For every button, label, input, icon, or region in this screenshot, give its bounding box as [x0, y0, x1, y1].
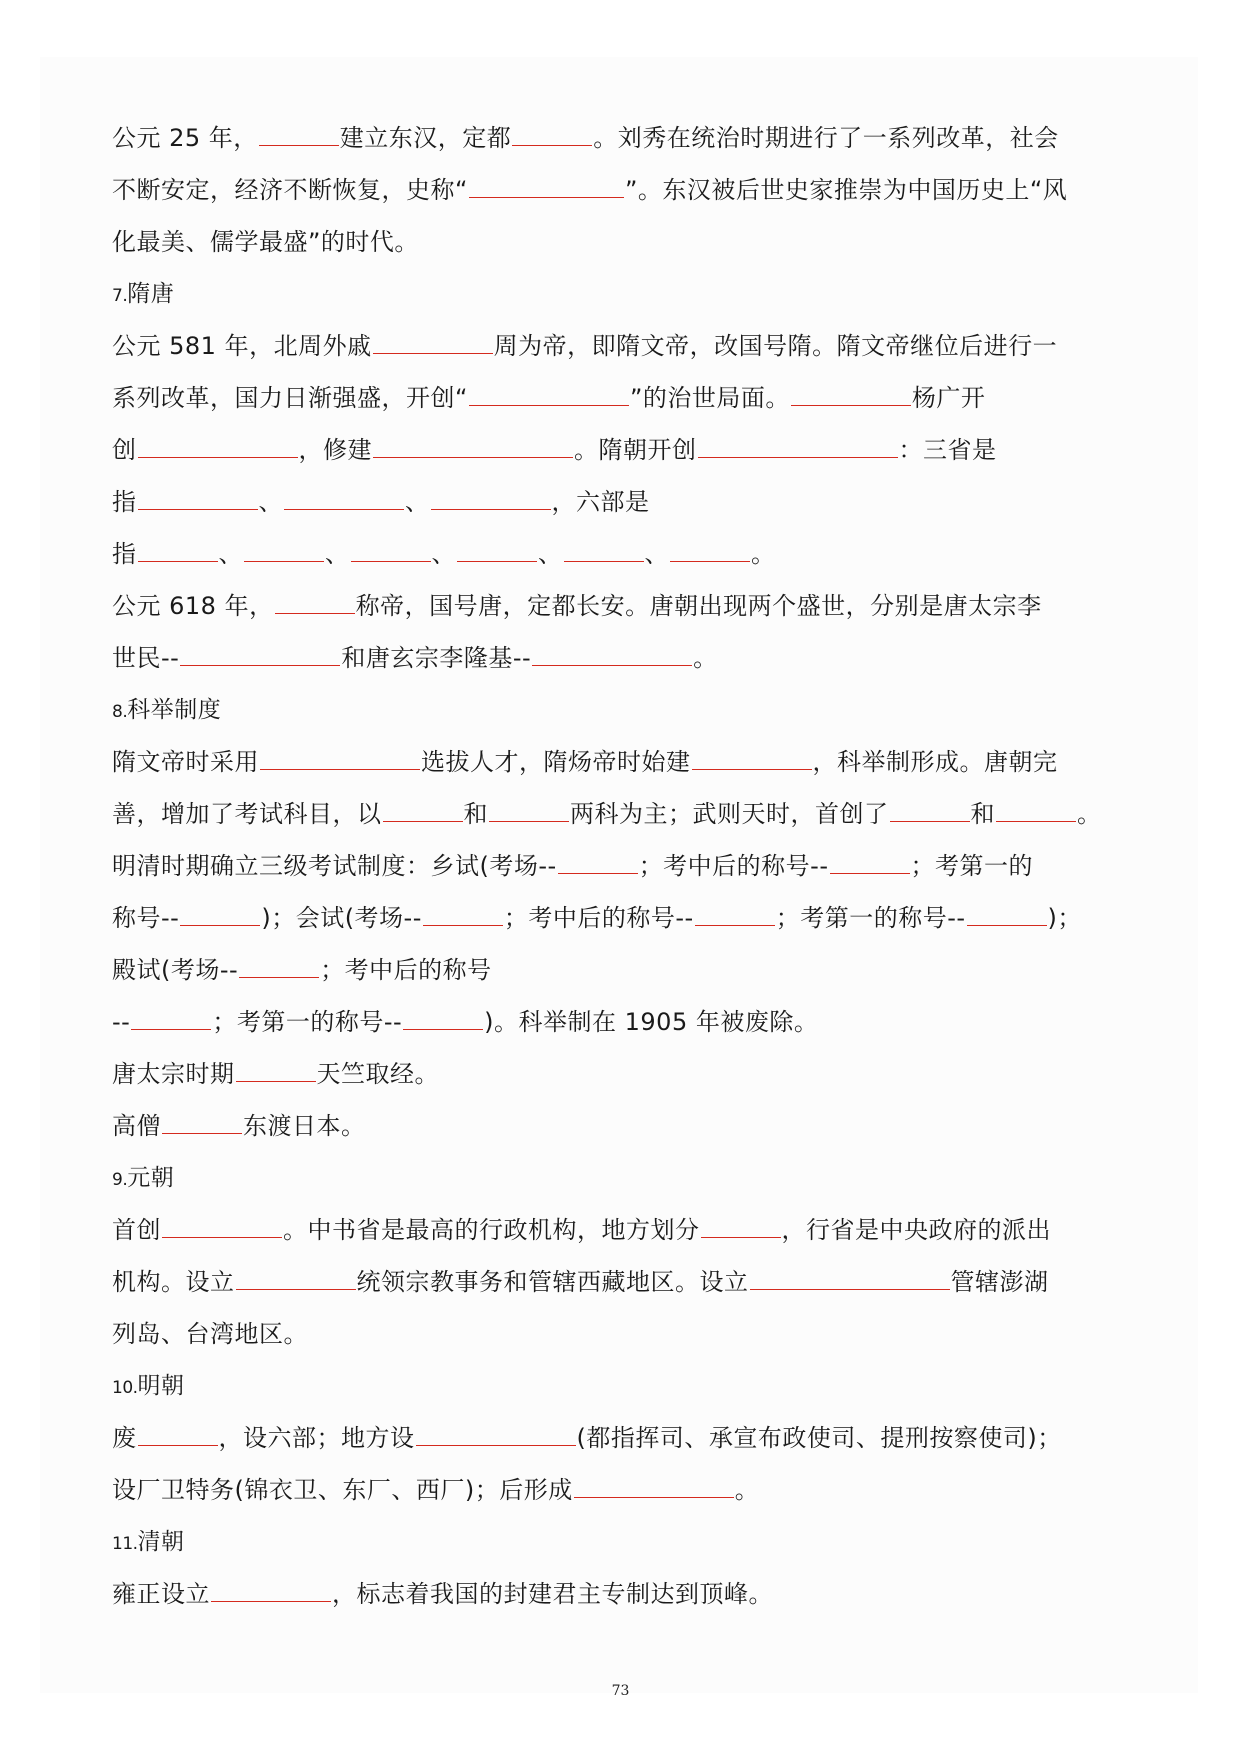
text-segment: 统领宗教事务和管辖西藏地区。设立	[356, 1268, 749, 1296]
text-segment: 、	[644, 540, 669, 568]
fill-in-blank[interactable]	[890, 799, 970, 822]
section-heading	[112, 1162, 174, 1194]
fill-in-blank[interactable]	[512, 123, 592, 146]
fill-in-blank[interactable]	[260, 747, 420, 770]
text-line	[112, 486, 650, 518]
text-segment: 雍正设立	[112, 1580, 210, 1608]
text-segment: 。	[1077, 800, 1102, 828]
text-line	[112, 122, 1059, 154]
text-segment: 公元 618 年，	[112, 592, 274, 620]
text-segment: 设厂卫特务(锦衣卫、东厂、西厂)；后形成	[112, 1476, 573, 1504]
text-segment: 世民--	[112, 644, 180, 672]
text-segment: 、	[218, 540, 243, 568]
text-segment: ；考第一的称号--	[212, 1008, 403, 1036]
text-segment: 系列改革，国力日渐强盛，开创“	[112, 384, 468, 412]
text-segment: 首创	[112, 1216, 161, 1244]
text-line	[112, 1058, 439, 1090]
fill-in-blank[interactable]	[275, 591, 355, 614]
text-segment: 唐太宗时期	[112, 1060, 235, 1088]
fill-in-blank[interactable]	[244, 539, 324, 562]
text-line	[112, 642, 718, 674]
text-segment: 杨广开	[911, 384, 986, 412]
fill-in-blank[interactable]	[383, 799, 463, 822]
text-segment: 。	[751, 540, 776, 568]
text-segment: 和唐玄宗李隆基--	[341, 644, 532, 672]
text-segment: 、	[405, 488, 430, 516]
text-segment: 高僧	[112, 1112, 161, 1140]
text-segment: 隋文帝时采用	[112, 748, 259, 776]
text-line	[112, 434, 997, 466]
text-line	[112, 954, 492, 986]
text-segment: 指	[112, 540, 137, 568]
fill-in-blank[interactable]	[180, 903, 260, 926]
text-segment: 公元 25 年，	[112, 124, 258, 152]
fill-in-blank[interactable]	[791, 383, 911, 406]
fill-in-blank[interactable]	[558, 851, 638, 874]
text-segment: ；考中后的称号--	[638, 852, 829, 880]
text-segment: ；考第一的	[910, 852, 1034, 880]
fill-in-blank[interactable]	[162, 1215, 282, 1238]
text-segment: ，修建	[298, 436, 372, 464]
fill-in-blank[interactable]	[236, 1267, 356, 1290]
text-segment: 不断安定，经济不断恢复，史称“	[112, 176, 468, 204]
text-segment: 废	[112, 1424, 137, 1452]
text-segment: 选拔人才，隋炀帝时始建	[421, 748, 691, 776]
section-title: 元朝	[127, 1165, 175, 1191]
fill-in-blank[interactable]	[670, 539, 750, 562]
fill-in-blank[interactable]	[138, 487, 258, 510]
text-segment: 。	[693, 644, 718, 672]
text-segment: 机构。设立	[112, 1268, 235, 1296]
text-line	[112, 902, 1082, 934]
fill-in-blank[interactable]	[967, 903, 1047, 926]
text-segment: 善，增加了考试科目，以	[112, 800, 382, 828]
fill-in-blank[interactable]	[830, 851, 910, 874]
fill-in-blank[interactable]	[750, 1267, 950, 1290]
text-line	[112, 746, 1058, 778]
text-segment: ，设六部；地方设	[218, 1424, 415, 1452]
text-segment: 周为帝，即隋文帝，改国号隋。隋文帝继位后进行一	[493, 332, 1058, 360]
fill-in-blank[interactable]	[469, 383, 629, 406]
fill-in-blank[interactable]	[701, 1215, 781, 1238]
fill-in-blank[interactable]	[698, 435, 898, 458]
fill-in-blank[interactable]	[373, 331, 493, 354]
text-segment: ”的治世局面。	[629, 384, 790, 412]
text-segment: ；考中后的称号--	[503, 904, 694, 932]
text-segment: 指	[112, 488, 137, 516]
text-line	[112, 538, 776, 570]
section-number: 8.	[112, 702, 128, 722]
text-line	[112, 1266, 1049, 1298]
text-segment: 和	[463, 800, 488, 828]
section-number: 9.	[112, 1170, 128, 1190]
text-segment: (都指挥司、承宣布政使司、提刑按察使司)；	[576, 1424, 1062, 1452]
text-line	[112, 1422, 1062, 1454]
fill-in-blank[interactable]	[351, 539, 431, 562]
fill-in-blank[interactable]	[284, 487, 404, 510]
text-segment: 东渡日本。	[243, 1112, 366, 1140]
fill-in-blank[interactable]	[138, 539, 218, 562]
text-segment: ，科举制形成。唐朝完	[812, 748, 1058, 776]
section-title: 隋唐	[127, 281, 175, 307]
fill-in-blank[interactable]	[423, 903, 503, 926]
text-segment: )。科举制在 1905 年被废除。	[484, 1008, 819, 1036]
fill-in-blank[interactable]	[431, 487, 551, 510]
text-segment: --	[112, 1008, 131, 1036]
text-segment: 、	[325, 540, 350, 568]
fill-in-blank[interactable]	[259, 123, 339, 146]
page-number: 73	[611, 1683, 630, 1699]
text-line	[112, 174, 1067, 206]
text-line	[112, 330, 1057, 362]
fill-in-blank[interactable]	[532, 643, 692, 666]
text-segment: 称帝，国号唐，定都长安。唐朝出现两个盛世，分别是唐太宗李	[355, 592, 1042, 620]
fill-in-blank[interactable]	[180, 643, 340, 666]
text-line	[112, 798, 1102, 830]
text-segment: 两科为主；武则天时，首创了	[570, 800, 889, 828]
text-segment: 管辖澎湖	[950, 1268, 1049, 1296]
text-segment: ”。东汉被后世史家推崇为中国历史上“风	[624, 176, 1068, 204]
fill-in-blank[interactable]	[457, 539, 537, 562]
text-segment: 明清时期确立三级考试制度：乡试(考场--	[112, 852, 557, 880]
fill-in-blank[interactable]	[416, 1423, 576, 1446]
section-number: 7.	[112, 286, 128, 306]
text-line	[112, 1318, 308, 1350]
text-line	[112, 1006, 818, 1038]
fill-in-blank[interactable]	[695, 903, 775, 926]
text-line	[112, 1474, 759, 1506]
text-segment: 创	[112, 436, 137, 464]
text-segment: 天竺取经。	[316, 1060, 439, 1088]
text-line	[112, 1214, 1051, 1246]
fill-in-blank[interactable]	[574, 1475, 734, 1498]
text-segment: 。隋朝开创	[574, 436, 697, 464]
text-line	[112, 1578, 773, 1610]
text-line	[112, 590, 1042, 622]
fill-in-blank[interactable]	[692, 747, 812, 770]
section-heading	[112, 1370, 185, 1402]
fill-in-blank[interactable]	[211, 1579, 331, 1602]
fill-in-blank[interactable]	[131, 1007, 211, 1030]
fill-in-blank[interactable]	[162, 1111, 242, 1134]
text-segment: ：三省是	[898, 436, 997, 464]
text-segment: 。	[734, 1476, 760, 1504]
text-segment: 。刘秀在统治时期进行了一系列改革，社会	[593, 124, 1059, 152]
section-title: 科举制度	[127, 697, 222, 723]
text-segment: )；	[1047, 904, 1082, 932]
fill-in-blank[interactable]	[403, 1007, 483, 1030]
text-segment: ；考第一的称号--	[775, 904, 966, 932]
text-line	[112, 382, 985, 414]
text-segment: 、	[431, 540, 456, 568]
fill-in-blank[interactable]	[996, 799, 1076, 822]
section-number: 10.	[112, 1378, 138, 1398]
section-title: 明朝	[137, 1373, 185, 1399]
text-line	[112, 1110, 366, 1142]
text-segment: ，六部是	[551, 488, 650, 516]
fill-in-blank[interactable]	[373, 435, 573, 458]
text-line	[112, 226, 419, 258]
text-segment: ，行省是中央政府的派出	[781, 1216, 1051, 1244]
text-segment: 化最美、儒学最盛”的时代。	[112, 228, 419, 256]
text-segment: 列岛、台湾地区。	[112, 1320, 308, 1348]
text-segment: )；会试(考场--	[261, 904, 422, 932]
text-segment: 、	[258, 488, 283, 516]
text-line	[112, 850, 1033, 882]
fill-in-blank[interactable]	[489, 799, 569, 822]
text-segment: 、	[538, 540, 563, 568]
fill-in-blank[interactable]	[239, 955, 319, 978]
section-heading	[112, 278, 174, 310]
section-heading	[112, 694, 221, 726]
fill-in-blank[interactable]	[138, 435, 298, 458]
section-heading	[112, 1526, 185, 1558]
text-segment: 称号--	[112, 904, 180, 932]
fill-in-blank[interactable]	[469, 175, 624, 198]
text-segment: ，标志着我国的封建君主专制达到顶峰。	[332, 1580, 773, 1608]
text-segment: 殿试(考场--	[112, 956, 239, 984]
fill-in-blank[interactable]	[138, 1423, 218, 1446]
fill-in-blank[interactable]	[564, 539, 644, 562]
text-segment: 建立东汉，定都	[339, 124, 512, 152]
section-title: 清朝	[137, 1529, 185, 1555]
text-segment: 和	[970, 800, 995, 828]
text-segment: 公元 581 年，北周外戚	[112, 332, 372, 360]
text-segment: 。中书省是最高的行政机构，地方划分	[283, 1216, 700, 1244]
section-number: 11.	[112, 1534, 138, 1554]
text-segment: ；考中后的称号	[320, 956, 492, 984]
fill-in-blank[interactable]	[236, 1059, 316, 1082]
